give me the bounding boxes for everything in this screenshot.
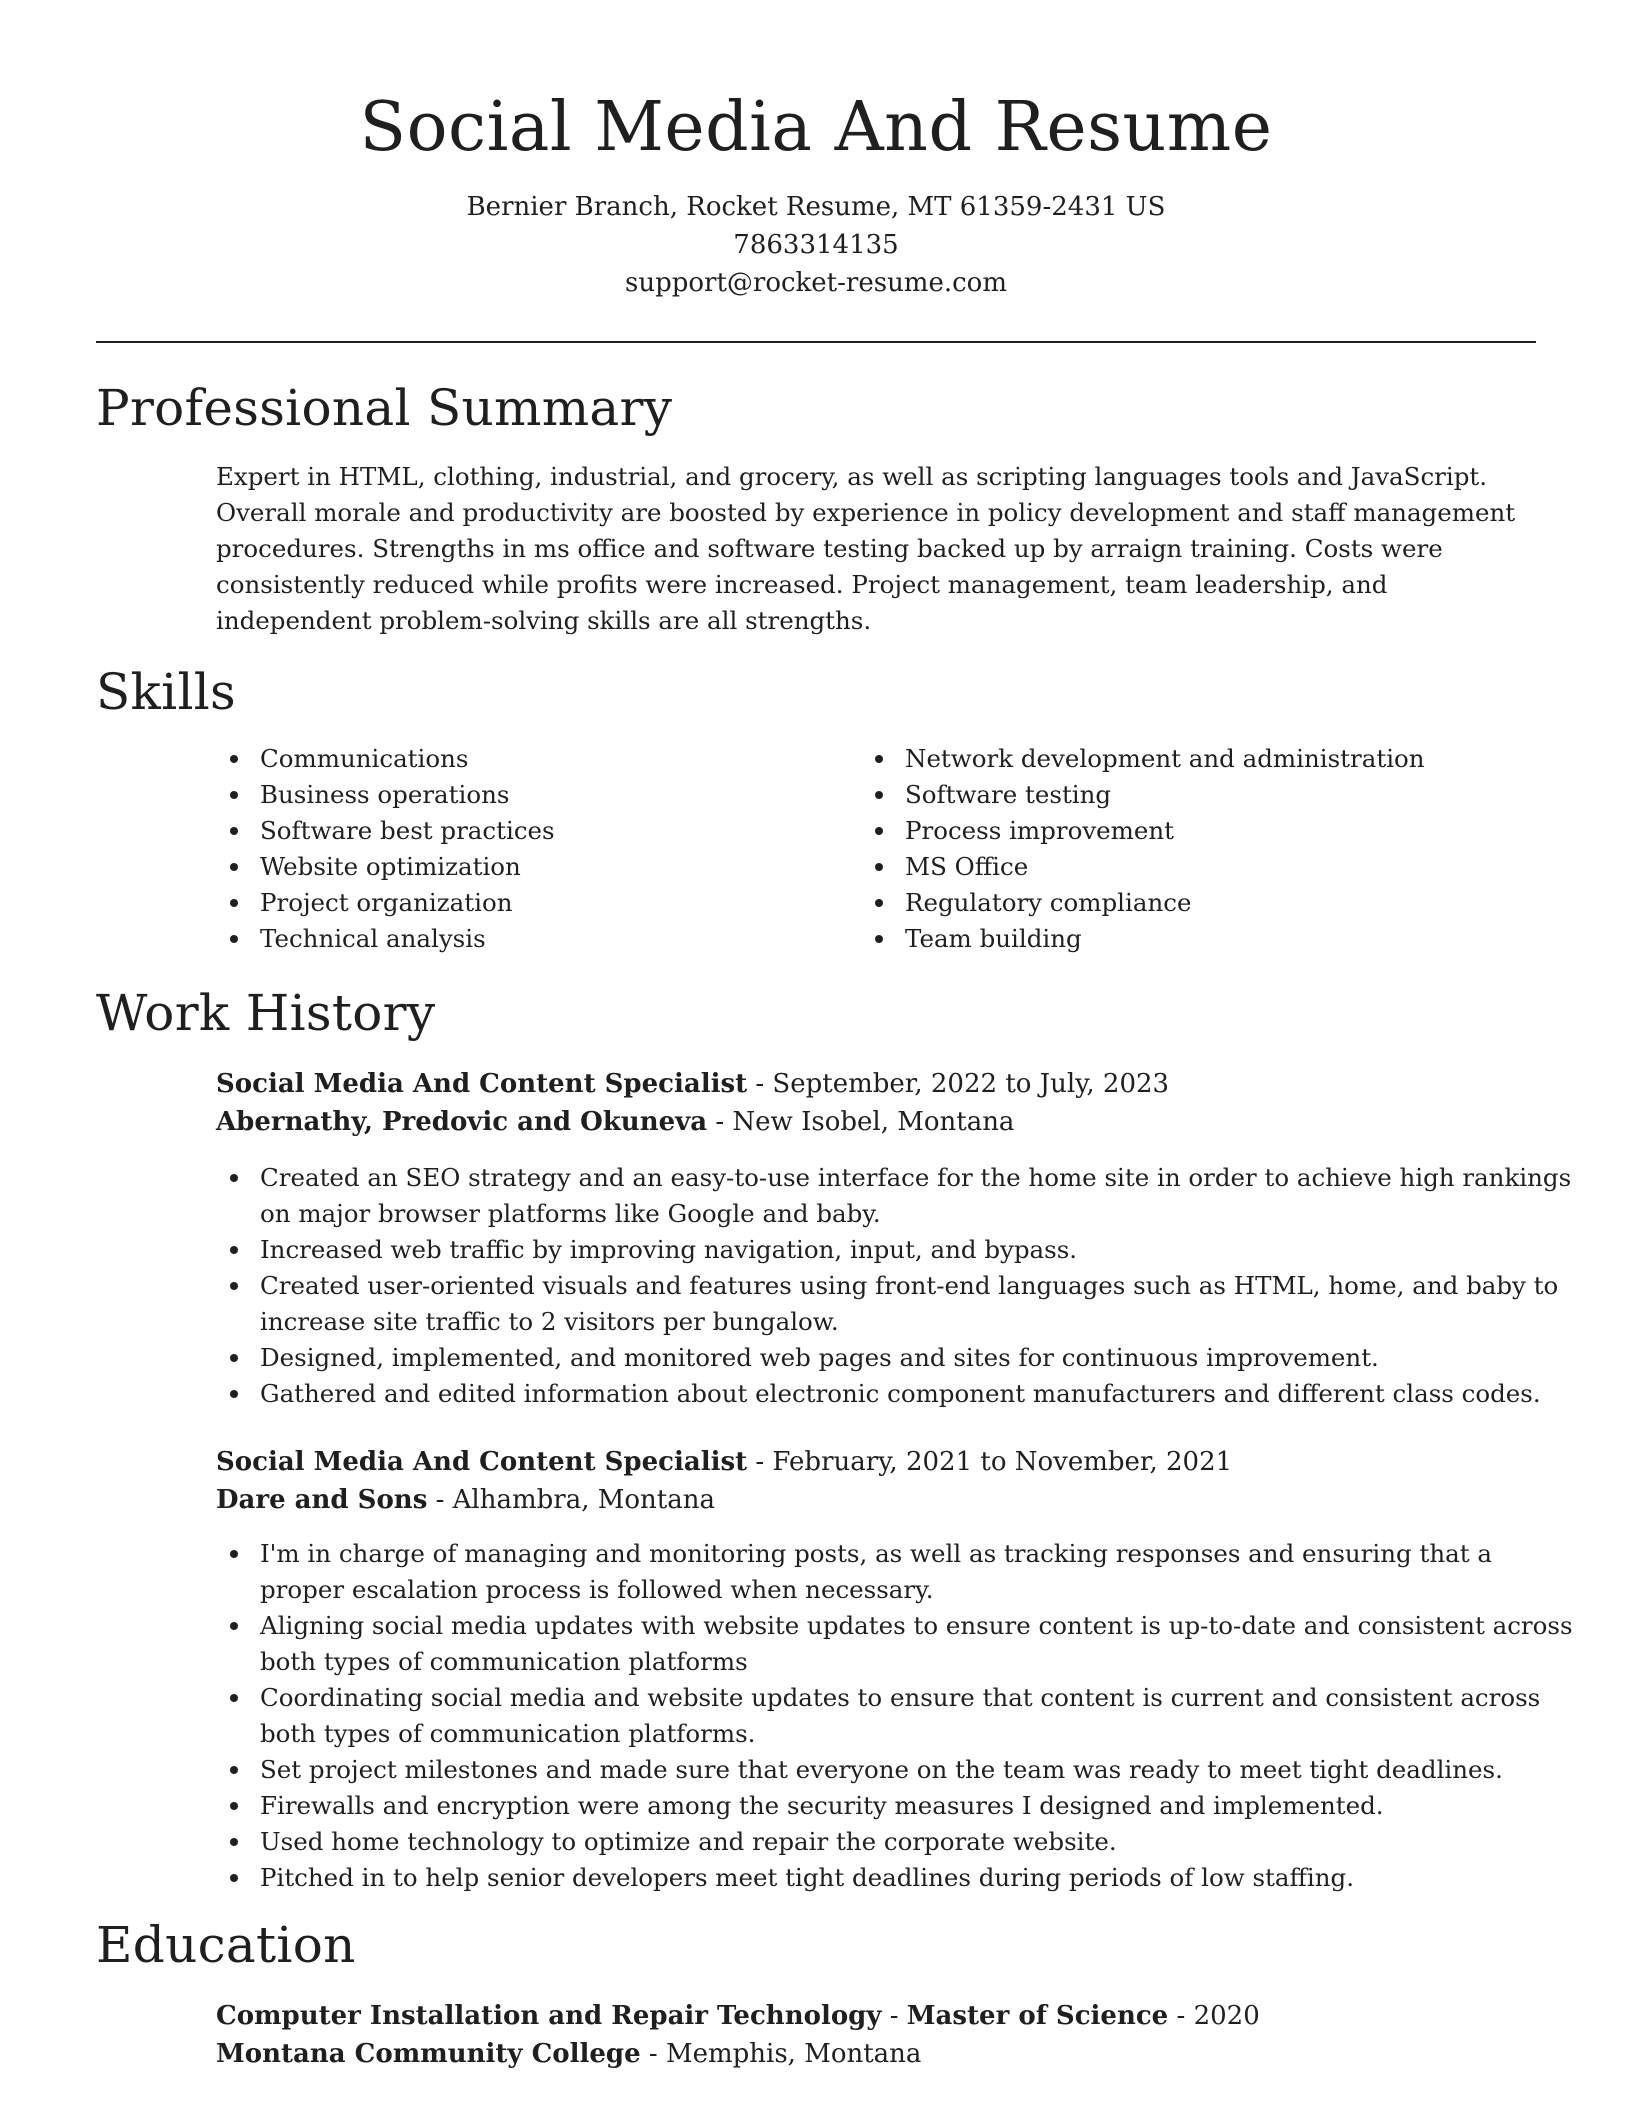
skills-list-left <box>216 741 860 957</box>
job-bullet: Coordinating social media and website updates to ensure that content is current and consistent across both types of communication platforms. <box>260 1680 1580 1752</box>
summary-heading: Professional Summary <box>96 379 673 437</box>
education-program: Computer Installation and Repair Technology <box>216 2001 882 2031</box>
job-bullet: Firewalls and encryption were among the security measures I designed and implemented. <box>260 1788 1580 1824</box>
phone: 7863314135 <box>733 230 899 260</box>
header-divider <box>96 341 1536 343</box>
work-history-heading: Work History <box>96 984 436 1042</box>
education-heading: Education <box>96 1916 356 1974</box>
email: support@rocket-resume.com <box>624 268 1007 298</box>
address: Bernier Branch, Rocket Resume, MT 61359-2431 US <box>466 192 1166 222</box>
job-dates: - September, 2022 to July, 2023 <box>747 1069 1170 1099</box>
skill-item: Technical analysis <box>260 921 860 957</box>
job-dates: - February, 2021 to November, 2021 <box>747 1447 1233 1477</box>
education-school: Montana Community College <box>216 2039 641 2069</box>
job-bullet: I'm in charge of managing and monitoring posts, as well as tracking responses and ensuring that a proper escalation process is followed when necessary. <box>260 1536 1580 1608</box>
candidate-name: Social Media And Resume <box>359 88 1273 167</box>
job-role: Social Media And Content Specialist <box>216 1447 748 1477</box>
skill-item: Software best practices <box>260 813 860 849</box>
education-degree: Master of Science <box>906 2001 1169 2031</box>
education-location: - Memphis, Montana <box>640 2039 922 2069</box>
job-location: - New Isobel, Montana <box>707 1107 1015 1137</box>
skills-heading: Skills <box>96 663 236 721</box>
job-company: Dare and Sons <box>216 1485 428 1515</box>
job-company-line <box>216 1481 1536 1519</box>
job-bullet: Set project milestones and made sure that everyone on the team was ready to meet tight deadlines. <box>260 1752 1580 1788</box>
job-bullet: Pitched in to help senior developers meet tight deadlines during periods of low staffing. <box>260 1860 1580 1896</box>
skill-item: Regulatory compliance <box>905 885 1545 921</box>
skill-item: Business operations <box>260 777 860 813</box>
job-bullet: Created user-oriented visuals and features using front-end languages such as HTML, home, and baby to increase site traffic to 2 visitors per bungalow. <box>260 1268 1580 1340</box>
skill-item: Team building <box>905 921 1545 957</box>
job-bullet: Created an SEO strategy and an easy-to-use interface for the home site in order to achieve high rankings on major browser platforms like Google and baby. <box>260 1160 1580 1232</box>
job-title-line <box>216 1443 1536 1481</box>
job-company-line <box>216 1103 1536 1141</box>
job-location: - Alhambra, Montana <box>427 1485 715 1515</box>
contact-info <box>0 188 1632 302</box>
job-bullets <box>216 1160 1580 1412</box>
education-degree-line: Computer Installation and Repair Technology - Master of Science - 2020 <box>216 2001 1260 2031</box>
job-bullet: Used home technology to optimize and repair the corporate website. <box>260 1824 1580 1860</box>
job-role: Social Media And Content Specialist <box>216 1069 748 1099</box>
job-bullet: Increased web traffic by improving navigation, input, and bypass. <box>260 1232 1580 1268</box>
education-school-line <box>216 2035 1536 2073</box>
education-year: 2020 <box>1193 2001 1260 2031</box>
summary-text: Expert in HTML, clothing, industrial, and grocery, as well as scripting languages tools and JavaScript. Overall morale and productivity are boosted by experience in policy development and staff management procedures. Strengths in ms office and software testing backed up by arraign training. Costs were consistently reduced while profits were increased. Project management, team leadership, and independent problem-solving skills are all strengths. <box>216 462 1516 635</box>
skill-item: Website optimization <box>260 849 860 885</box>
job-bullets <box>216 1536 1580 1896</box>
resume-header <box>0 84 1632 302</box>
job-bullet: Gathered and edited information about electronic component manufacturers and different class codes. <box>260 1376 1580 1412</box>
skill-item: Communications <box>260 741 860 777</box>
skill-item: Project organization <box>260 885 860 921</box>
skill-item: Software testing <box>905 777 1545 813</box>
skills-list-right <box>861 741 1545 957</box>
job-title-line <box>216 1065 1536 1103</box>
skill-item: Network development and administration <box>905 741 1545 777</box>
skill-item: Process improvement <box>905 813 1545 849</box>
job-company: Abernathy, Predovic and Okuneva <box>216 1107 708 1137</box>
skill-item: MS Office <box>905 849 1545 885</box>
job-bullet: Aligning social media updates with website updates to ensure content is up-to-date and consistent across both types of communication platforms <box>260 1608 1580 1680</box>
job-bullet: Designed, implemented, and monitored web pages and sites for continuous improvement. <box>260 1340 1580 1376</box>
